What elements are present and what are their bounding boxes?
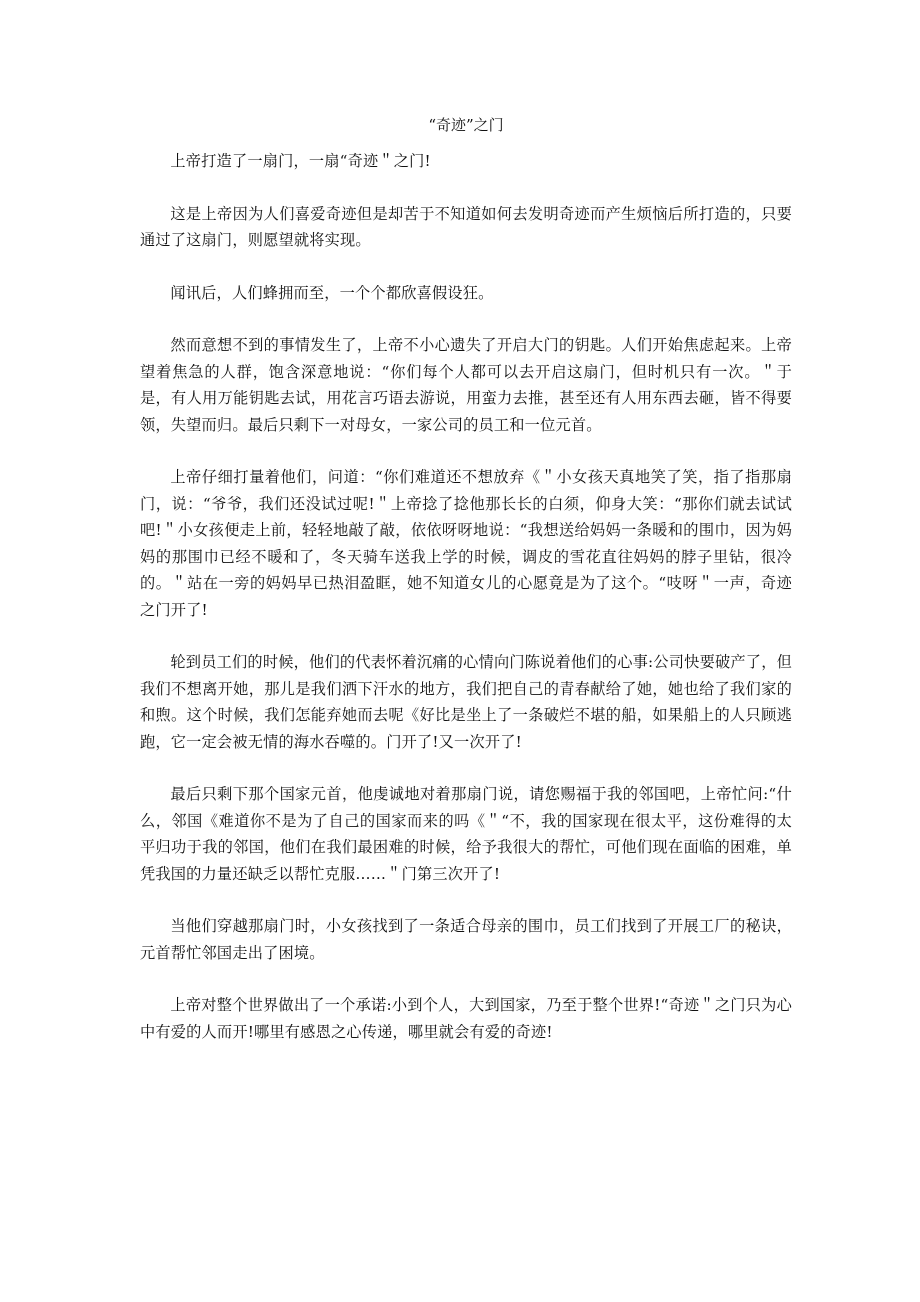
paragraph-9: 上帝对整个世界做出了一个承诺:小到个人，大到国家，乃至于整个世界!“奇迹＂之门只为心中有爱的人而开!哪里有感恩之心传递，哪里就会有爱的奇迹!	[140, 996, 792, 1041]
paragraph-4: 然而意想不到的事情发生了，上帝不小心遗失了开启大门的钥匙。人们开始焦虑起来。上帝望着焦急的人群，饱含深意地说：“你们每个人都可以去开启这扇门，但时机只有一次。＂于是，有人用万能钥匙去试，用花言巧语去游说，用蛮力去推，甚至还有人用东西去砸，皆不得要领，失望而归。最后只剩下一对母女，一家公司的员工和一位元首。	[140, 336, 792, 434]
paragraph-6: 轮到员工们的时候，他们的代表怀着沉痛的心情向门陈说着他们的心事:公司快要破产了，但我们不想离开她，那儿是我们洒下汗水的地方，我们把自己的青春献给了她，她也给了我们家的和煦。这个时候，我们怎能弃她而去呢《好比是坐上了一条破烂不堪的船，如果船上的人只顾逃跑，它一定会被无情的海水吞噬的。门开了!又一次开了!	[140, 653, 792, 751]
paragraph-7: 最后只剩下那个国家元首，他虔诚地对着那扇门说，请您赐福于我的邻国吧，上帝忙问:“什么，邻国《难道你不是为了自己的国家而来的吗《＂“不，我的国家现在很太平，这份难得的太平归功于我的邻国，他们在我们最困难的时候，给予我很大的帮忙，可他们现在面临的困难，单凭我国的力量还缺乏以帮忙克服……＂门第三次开了!	[140, 785, 792, 883]
document-title: “奇迹”之门	[428, 116, 504, 134]
paragraph-8: 当他们穿越那扇门时，小女孩找到了一条适合母亲的围巾，员工们找到了开展工厂的秘诀，元首帮忙邻国走出了困境。	[140, 917, 792, 962]
paragraph-1: 上帝打造了一扇门，一扇“奇迹＂之门!	[170, 152, 431, 170]
document-page	[140, 112, 792, 1071]
paragraph-2: 这是上帝因为人们喜爱奇迹但是却苦于不知道如何去发明奇迹而产生烦恼后所打造的，只要通过了这扇门，则愿望就将实现。	[140, 204, 792, 249]
paragraph-3: 闻讯后，人们蜂拥而至，一个个都欣喜假设狂。	[170, 283, 494, 302]
paragraph-5: 上帝仔细打量着他们，问道：“你们难道还不想放弃《＂小女孩天真地笑了笑，指了指那扇门，说：“爷爷，我们还没试过呢!＂上帝捻了捻他那长长的白须，仰身大笑：“那你们就去试试吧!＂小女孩便走上前，轻轻地敲了敲，依依呀呀地说：“我想送给妈妈一条暖和的围巾，因为妈妈的那围巾已经不暖和了，冬天骑车送我上学的时候，调皮的雪花直往妈妈的脖子里钻，很冷的。＂站在一旁的妈妈早已热泪盈眶，她不知道女儿的心愿竟是为了这个。“吱呀＂一声，奇迹之门开了!	[140, 468, 792, 619]
